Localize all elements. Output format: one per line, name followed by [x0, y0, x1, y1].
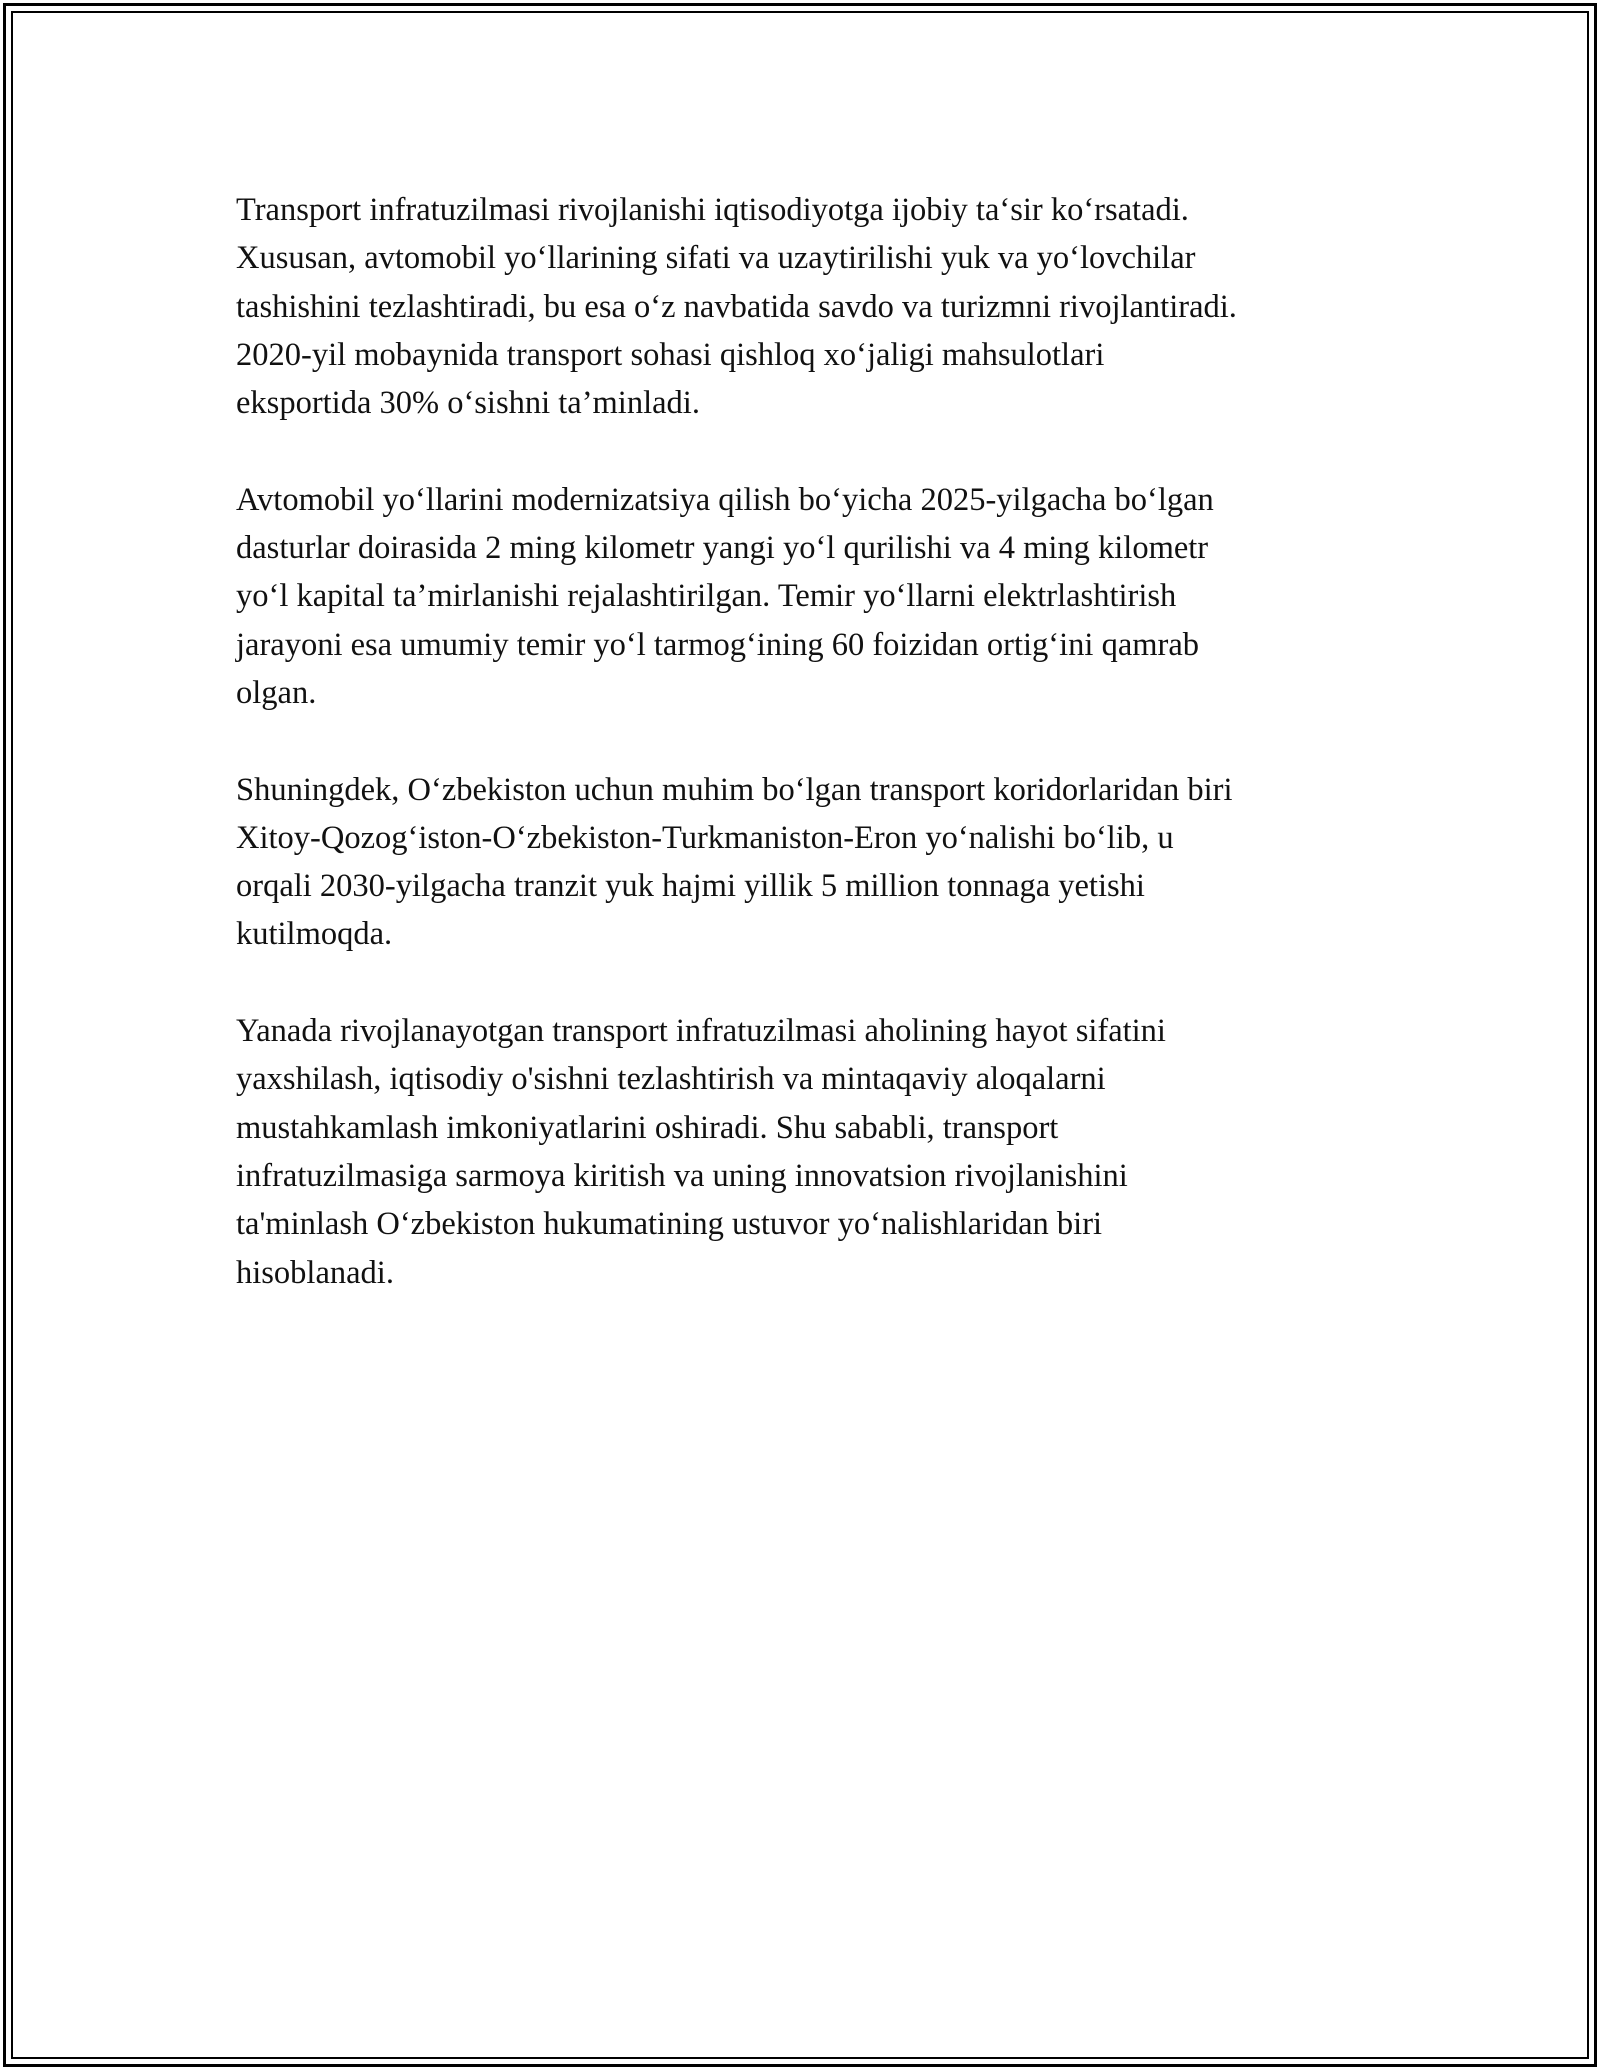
paragraph-1: Transport infratuzilmasi rivojlanishi iqtisodiyotga ijobiy ta‘sir ko‘rsatadi. Xususan, avtomobil yo‘llarining sifati va uzaytirilishi yuk va yo‘lovchilar tashishini tezlashtiradi, bu esa o‘z navbatida savdo va turizmni rivojlantiradi. 2020-yil mobaynida transport sohasi qishloq xo‘jaligi mahsulotlari eksportida 30% o‘sishni ta’minladi. — [236, 192, 1237, 422]
paragraph-2: Avtomobil yo‘llarini modernizatsiya qilish bo‘yicha 2025-yilgacha bo‘lgan dasturlar doirasida 2 ming kilometr yangi yo‘l qurilishi va 4 ming kilometr yo‘l kapital ta’mirlanishi rejalashtirilgan. Temir yo‘llarni elektrlashtirish jarayoni esa umumiy temir yo‘l tarmog‘ining 60 foizidan ortig‘ini qamrab olgan. — [236, 481, 1214, 711]
paragraph-4: Yanada rivojlanayotgan transport infratuzilmasi aholining hayot sifatini yaxshilash, iqtisodiy o'sishni tezlashtirish va mintaqaviy aloqalarni mustahkamlash imkoniyatlarini oshiradi. Shu sababli, transport infratuzilmasiga sarmoya kiritish va uning innovatsion rivojlanishini ta'minlash O‘zbekiston hukumatining ustuvor yo‘nalishlaridan biri hisoblanadi. — [236, 1013, 1166, 1291]
paragraph-3: Shuningdek, O‘zbekiston uchun muhim bo‘lgan transport koridorlaridan biri Xitoy-Qozog‘iston-O‘zbekiston-Turkmaniston-Eron yo‘nalishi bo‘lib, u orqali 2030-yilgacha tranzit yuk hajmi yillik 5 million tonnaga yetishi kutilmoqda. — [236, 771, 1233, 953]
document-body — [236, 186, 1376, 1345]
